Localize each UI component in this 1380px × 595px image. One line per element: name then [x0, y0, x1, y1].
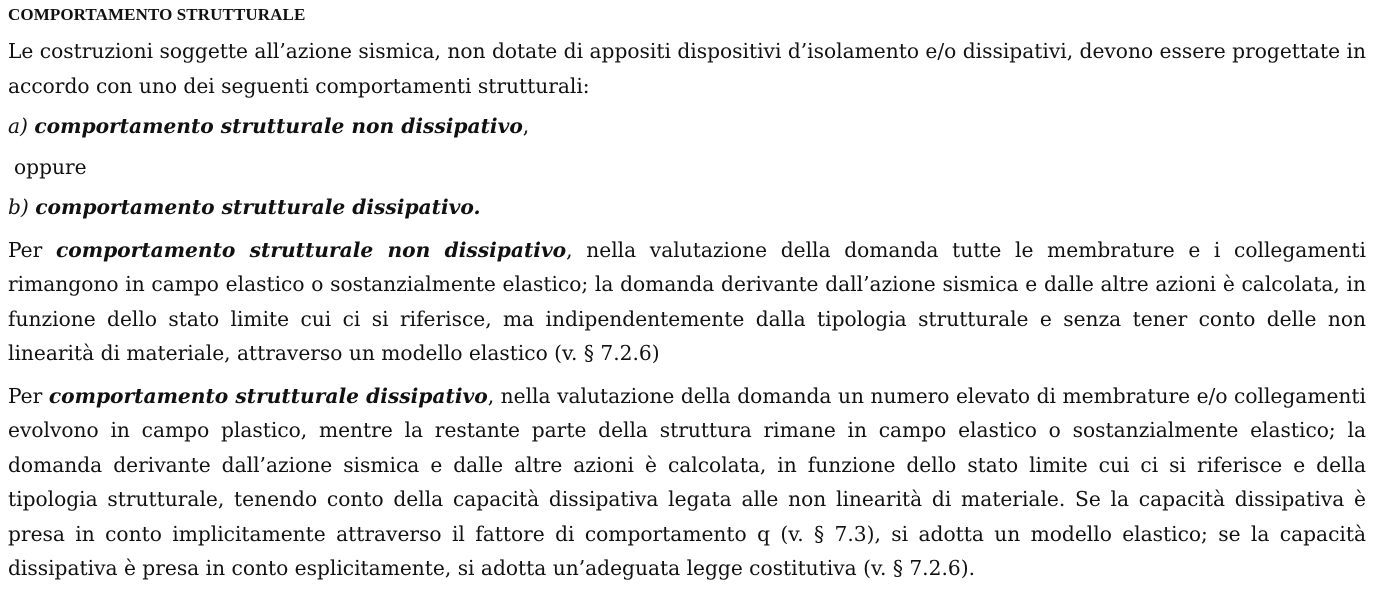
non-dissipative-term: comportamento strutturale non dissipativo — [55, 237, 567, 262]
non-dissipative-lead: Per — [8, 237, 43, 262]
non-dissipative-text: , nella valutazione della domanda tutte le membrature e i collegamenti rimangono in campo elastico o sostanzialmente elastico; la domanda derivante dall’azione sismica e dalle altre azioni è calcolata, in funzione dello stato limite cui ci si riferisce, ma indipendentemente dalla tipologia strutturale e senza tener conto delle non linearità di materiale, attraverso un modello elastico (v. § 7.2.6) — [8, 237, 1366, 365]
document-page — [8, 0, 1366, 586]
dissipative-text: , nella valutazione della domanda un numero elevato di membrature e/o collegamenti evolvono in campo plastico, mentre la restante parte della struttura rimane in campo elastico o sostanzialmente elastico; la domanda derivante dall’azione sismica e dalle altre azioni è calcolata, in funzione dello stato limite cui ci si riferisce e della tipologia strutturale, tenendo conto della capacità dissipativa legata alle non linearità di materiale. Se la capacità dissipativa è presa in conto implicitamente attraverso il fattore di comportamento q (v. § 7.3), si adotta un modello elastico; se la capacità dissipativa è presa in conto esplicitamente, si adotta un’adeguata legge costitutiva (v. § 7.2.6). — [8, 383, 1366, 580]
option-b-letter: b) — [8, 195, 29, 219]
option-a-text: comportamento strutturale non dissipativo — [34, 114, 523, 138]
dissipative-paragraph — [8, 379, 1366, 586]
dissipative-term: comportamento strutturale dissipativo — [48, 383, 488, 408]
non-dissipative-paragraph — [8, 233, 1366, 371]
option-b — [8, 190, 1366, 225]
section-title: COMPORTAMENTO STRUTTURALE — [8, 5, 306, 24]
option-separator: oppure — [14, 154, 87, 179]
option-a-letter: a) — [8, 114, 28, 138]
option-a — [8, 109, 1366, 144]
option-a-tail: , — [522, 114, 530, 138]
intro-paragraph: Le costruzioni soggette all’azione sismica, non dotate di appositi dispositivi d’isolamento e/o dissipativi, devono essere progettate in accordo con uno dei seguenti comportamenti strutturali: — [8, 39, 1366, 98]
dissipative-lead: Per — [8, 383, 43, 408]
option-b-text: comportamento strutturale dissipativo. — [35, 195, 481, 219]
